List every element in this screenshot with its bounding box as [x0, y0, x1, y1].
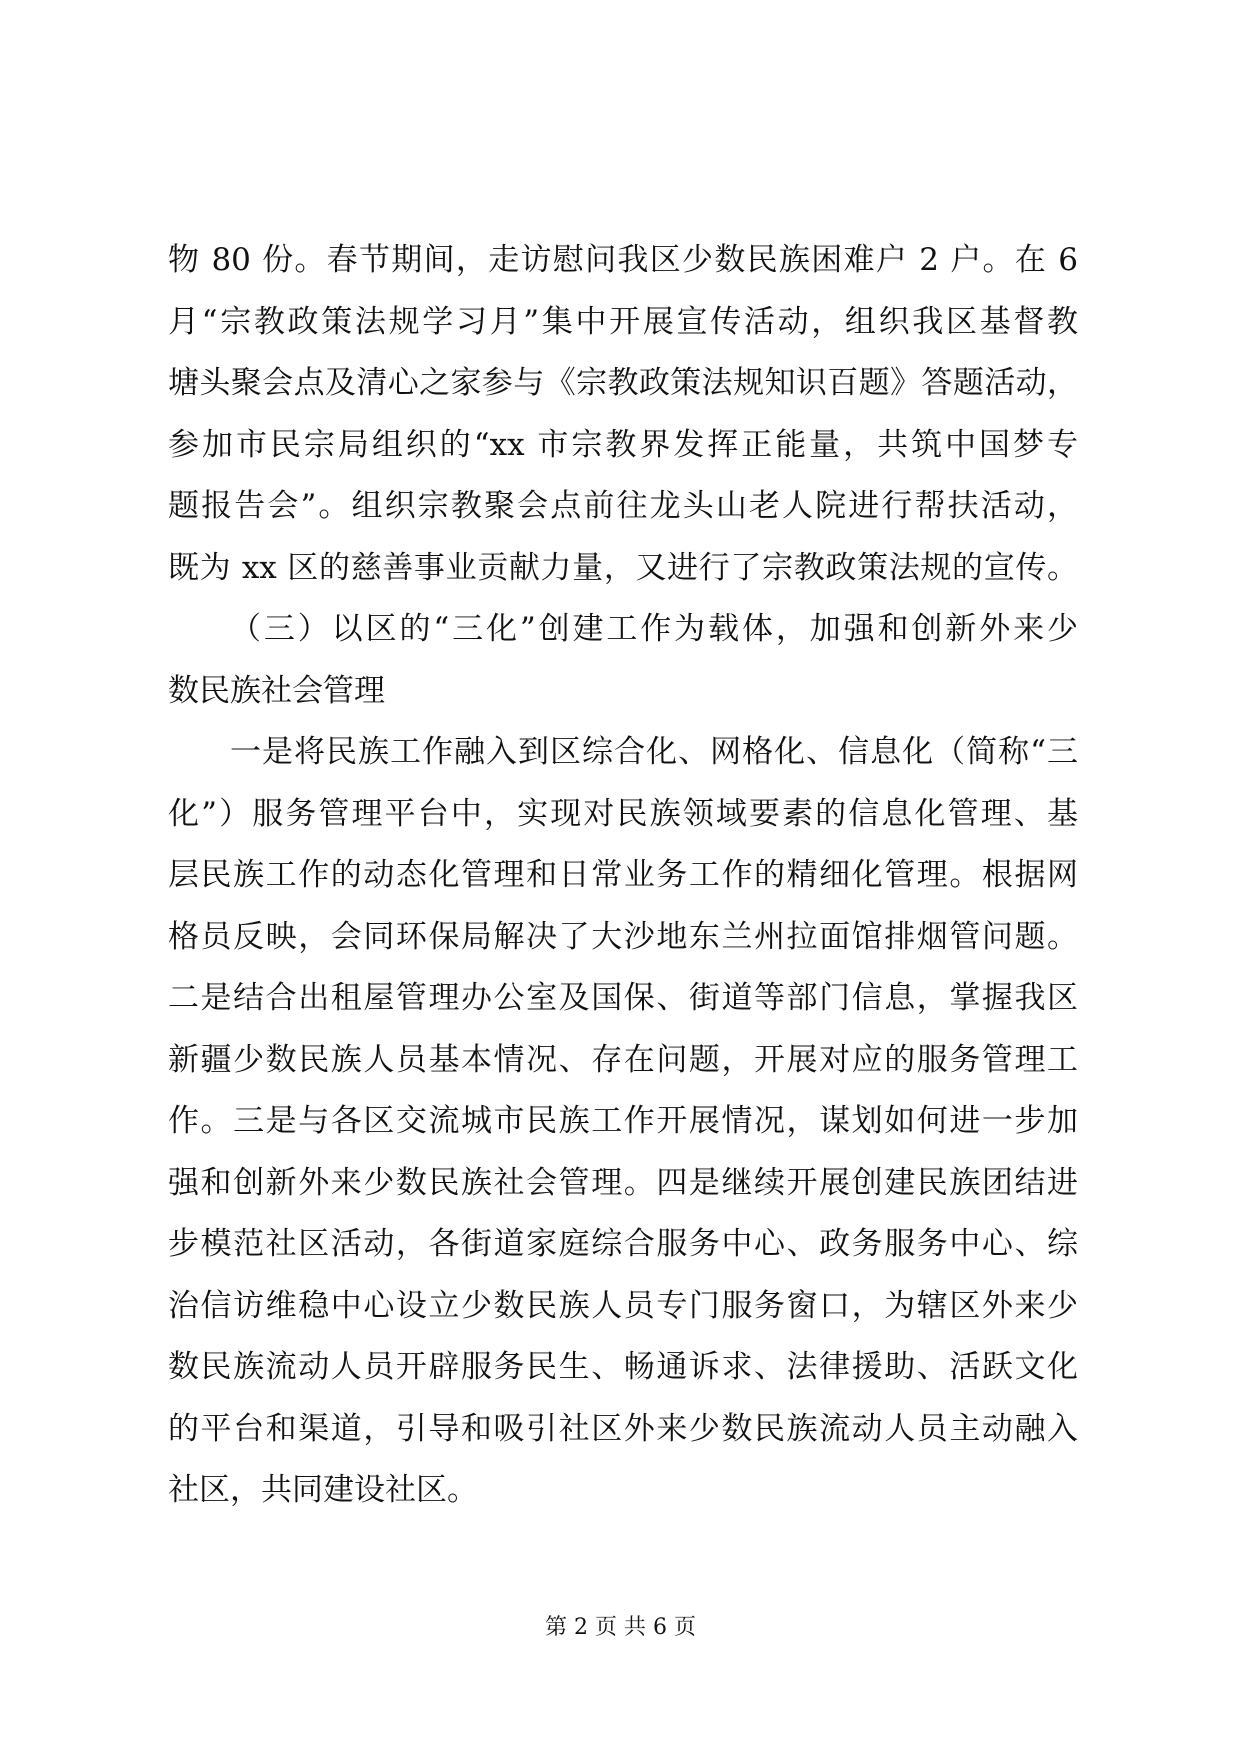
text-line: 塘头聚会点及清心之家参与《宗教政策法规知识百题》答题活动，: [168, 365, 1078, 401]
text-line: 数民族流动人员开辟服务民生、畅通诉求、法律援助、活跃文化: [168, 1349, 1078, 1385]
text-line: 治信访维稳中心设立少数民族人员专门服务窗口，为辖区外来少: [168, 1287, 1078, 1324]
text-line: 强和创新外来少数民族社会管理。四是继续开展创建民族团结进: [168, 1164, 1078, 1201]
text-line: 作。三是与各区交流城市民族工作开展情况，谋划如何进一步加: [168, 1103, 1078, 1139]
text-line: 参加市民宗局组织的“xx 市宗教界发挥正能量，共筑中国梦专: [168, 426, 1078, 463]
text-line: 社区，共同建设社区。: [168, 1472, 478, 1508]
text-line: 化”）服务管理平台中，实现对民族领域要素的信息化管理、基: [168, 795, 1078, 832]
document-body: [168, 230, 1078, 1522]
section-heading-line: 数民族社会管理: [168, 672, 385, 709]
text-line: 物 80 份。春节期间，走访慰问我区少数民族困难户 2 户。在 6: [168, 242, 1078, 278]
text-line: 格员反映，会同环保局解决了大沙地东兰州拉面馆排烟管问题。: [168, 918, 1078, 955]
text-line: 的平台和渠道，引导和吸引社区外来少数民族流动人员主动融入: [168, 1410, 1078, 1447]
text-line: 既为 xx 区的慈善事业贡献力量，又进行了宗教政策法规的宣传。: [168, 549, 1078, 586]
page-number-footer: 第 2 页 共 6 页: [545, 1615, 696, 1640]
text-line: 二是结合出租屋管理办公室及国保、街道等部门信息，掌握我区: [168, 980, 1078, 1016]
text-line: 步模范社区活动，各街道家庭综合服务中心、政务服务中心、综: [168, 1226, 1078, 1262]
text-line: 层民族工作的动态化管理和日常业务工作的精细化管理。根据网: [168, 857, 1078, 893]
paragraph-start-line: 一是将民族工作融入到区综合化、网格化、信息化（简称“三: [230, 734, 1078, 770]
text-line: 题报告会”。组织宗教聚会点前往龙头山老人院进行帮扶活动，: [168, 488, 1078, 524]
text-line: 月“宗教政策法规学习月”集中开展宣传活动，组织我区基督教: [168, 303, 1078, 340]
section-heading-line: （三）以区的“三化”创建工作为载体，加强和创新外来少: [230, 611, 1078, 647]
text-line: 新疆少数民族人员基本情况、存在问题，开展对应的服务管理工: [168, 1041, 1078, 1078]
